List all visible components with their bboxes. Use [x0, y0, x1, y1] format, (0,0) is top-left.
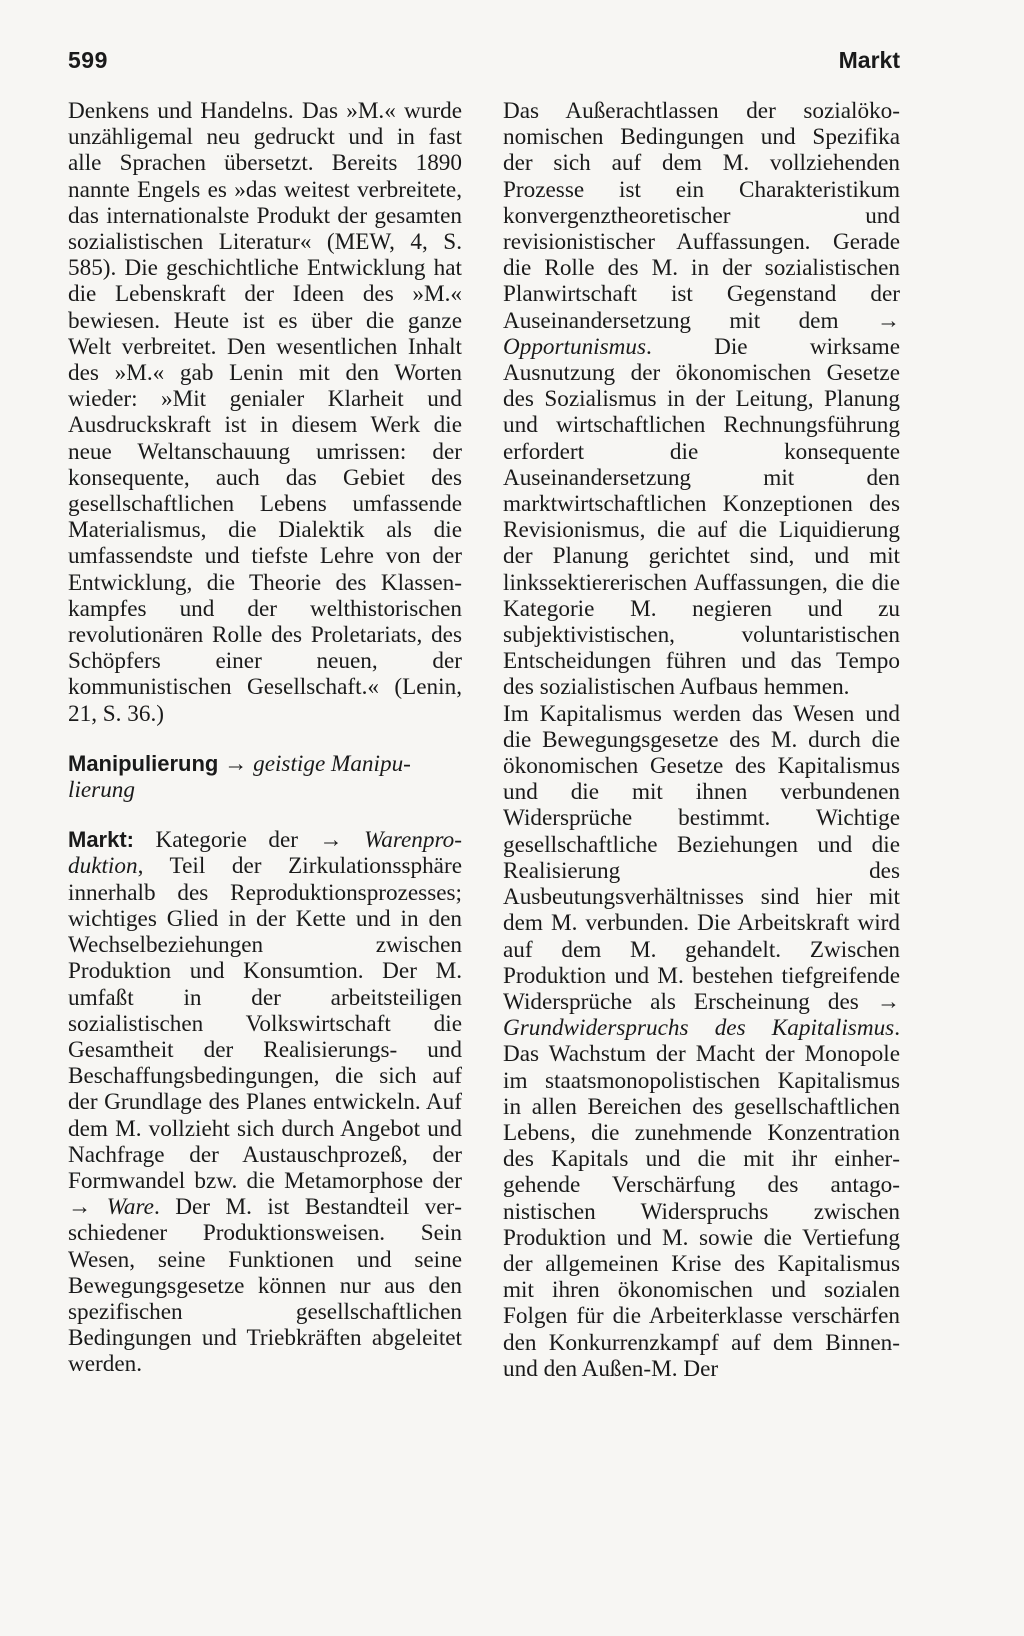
cross-reference-arrow-icon: → [876, 988, 900, 1015]
entry-text: Kategorie der [134, 827, 320, 854]
right-column [503, 98, 900, 1382]
cross-reference-arrow-icon: → [224, 750, 248, 777]
paragraph-manifest-continuation: Denkens und Handelns. Das »M.« wurde unzähligemal neu gedruckt und in fast alle Sprachen übersetzt. Bereits 1890 nannte Engels es »das weitest verbreitete, das internationalste Produkt der gesamten sozialistischen Literatur« (MEW, 4, S. 585). Die geschichtliche Entwicklung hat die Lebenskraft der Ideen des »M.« bewiesen. Heute ist es über die ganze Welt verbreitet. Den wesentlichen Inhalt des »M.« gab Lenin mit den Worten wieder: »Mit genialer Klarheit und Ausdruckskraft ist in diesem Werk die neue Weltanschauung umrissen: der konsequente, auch das Gebiet des gesellschaftlichen Lebens umfassende Materialismus, die Dialektik als die umfassendste und tiefste Lehre von der Entwicklung, die Theorie des Klassenkampfes und der welthistorischen revolutionären Rolle des Proletariats, des Schöpfers einer neuen, der kommunistischen Gesellschaft.« (Lenin, 21, S. 36.) [68, 98, 462, 727]
cross-reference-ware: Ware [106, 1194, 154, 1221]
headword-markt: Markt: [68, 827, 135, 853]
entry-markt [68, 827, 462, 1377]
entry-text: , Teil der Zirkulationssphäre innerhalb des Reproduktionsprozesses; wichtiges Glied in der Kette und in den Wechselbeziehungen zwischen Produktion und Konsumtion. Der M. umfaßt in der arbeitsteiligen sozialistischen Volkswirtschaft die Gesamtheit der Realisierungs- und Beschaffungsbedingungen, die sich auf der Grundlage des Planes entwickeln. Auf dem M. vollzieht sich durch Angebot und Nachfrage der Austauschprozeß, der Formwandel bzw. die Metamorphose der [68, 853, 462, 1194]
headword-manipulierung: Manipulierung [68, 750, 219, 776]
left-column [68, 98, 462, 1378]
paragraph-revisionismus [503, 98, 900, 701]
paragraph-text: Im Kapitalismus werden das Wesen und die Bewegungsgesetze des M. durch die ökonomischen Gesetze des Kapitalismus und die mit ihnen verbundenen Widersprüche bestimmt. Wichtige gesellschaftliche Beziehungen und die Realisierung des Ausbeutungsverhältnisses sind hier mit dem M. verbunden. Die Arbeitskraft wird auf dem M. gehandelt. Zwischen Produktion und M. bestehen tiefgreifende Widersprüche als Erscheinung des [503, 700, 900, 1015]
cross-reference-warenproduktion: Warenproduktion [68, 827, 462, 880]
running-head: Markt [838, 47, 900, 73]
paragraph-text: . Die wirksame Ausnutzung der ökonomischen Gesetze des Sozialismus in der Leitung, Planung und wirtschaftlichen Rechnungsführung erfordert die konsequente Auseinandersetzung mit den marktwirtschaftlichen Konzeptionen des Revisionismus, die auf die Liquidierung der Planung gerichtet sind, und mit linkssektiererischen Auffassungen, die die Kategorie M. negieren und zu subjektivistischen, voluntaristischen Entscheidungen führen und das Tempo des sozialistischen Aufbaus hemmen. [503, 333, 900, 701]
cross-reference-arrow-icon: → [68, 1194, 92, 1221]
paragraph-text: . Das Wachstum der Macht der Monopole im staatsmonopolistischen Kapitalismus in allen Bereichen des gesellschaftlichen Lebens, die zunehmende Konzentration des Kapitals und die mit ihr einhergehende Verschärfung des antagonistischen Widerspruchs zwischen Produktion und M. sowie die Vertiefung der allgemeinen Krise des Kapitalismus mit ihren ökonomischen und sozialen Folgen für die Arbeiterklasse verschärfen den Konkurrenzkampf auf dem Binnen- und den Außen-M. Der [503, 1015, 900, 1382]
paragraph-kapitalismus [503, 701, 900, 1382]
cross-reference-arrow-icon: → [876, 307, 900, 334]
cross-reference-geistige-manipulierung: geistige Manipulierung [68, 750, 411, 804]
page-number: 599 [68, 47, 108, 73]
entry-manipulierung [68, 751, 462, 803]
paragraph-text: Das Außerachtlassen der sozialökonomischen Bedingungen und Spezifika der sich auf dem M. vollziehenden Prozesse ist ein Charakteristikum konvergenztheoretischer und revisionistischer Auffassungen. Gerade die Rolle des M. in der sozialistischen Planwirtschaft ist Gegenstand der Auseinandersetzung mit dem [503, 98, 900, 334]
cross-reference-opportunismus: Opportunismus [503, 333, 647, 360]
cross-reference-arrow-icon: → [319, 827, 343, 854]
entry-text: . Der M. ist Bestandteil verschiedener Produktionsweisen. Sein Wesen, seine Funktionen und seine Bewegungsgesetze können nur aus den spezifischen gesellschaftlichen Bedingungen und Triebkräften abgeleitet werden. [68, 1194, 463, 1378]
cross-reference-grundwiderspruch: Grundwiderspruchs des Kapitalismus [503, 1015, 895, 1042]
